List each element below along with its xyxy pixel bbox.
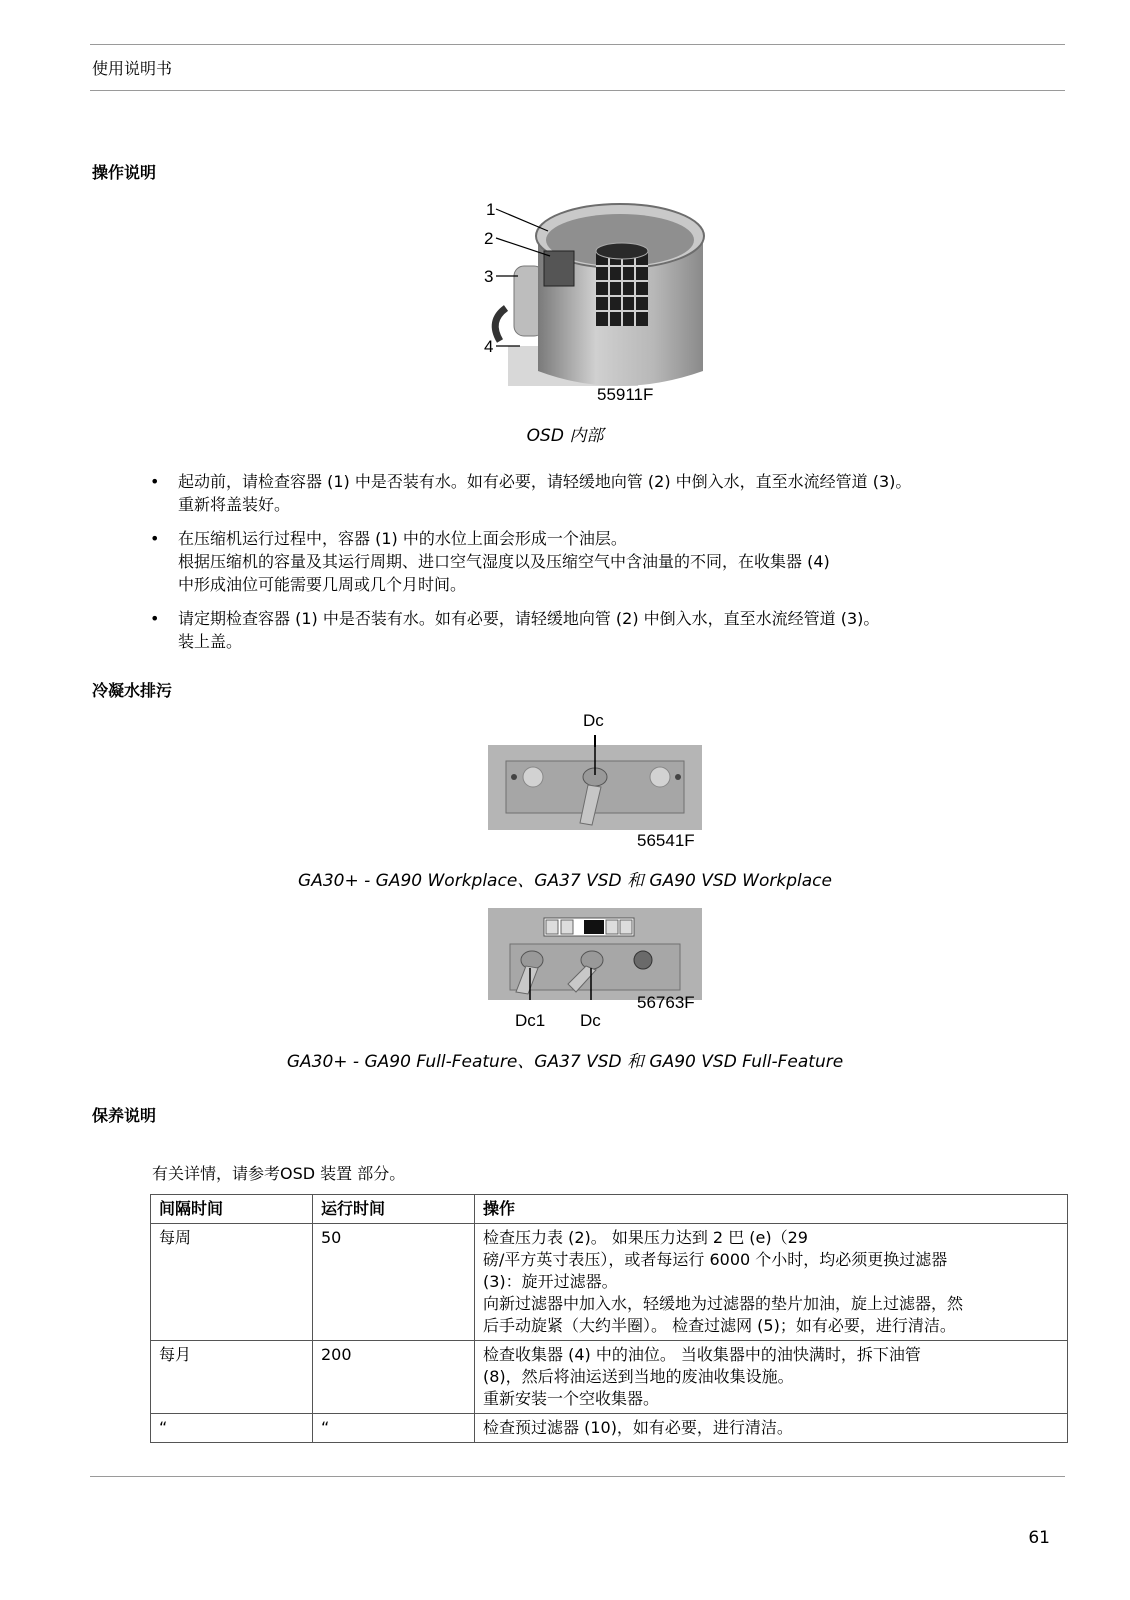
- osd-callout-3: 3: [484, 267, 494, 286]
- cell-interval: “: [151, 1414, 313, 1443]
- page-number: 61: [1028, 1528, 1050, 1548]
- cell-interval: 每月: [151, 1341, 313, 1414]
- header-interval: 间隔时间: [151, 1195, 313, 1224]
- cell-hours: “: [313, 1414, 475, 1443]
- section-title-operation: 操作说明: [92, 163, 157, 182]
- maintenance-intro: 有关详情，请参考OSD 装置 部分。: [152, 1164, 406, 1183]
- table-header-row: [151, 1195, 1068, 1224]
- drain-panel-figure-2: [488, 908, 702, 1000]
- cell-action: [475, 1224, 1068, 1341]
- action-line: 检查收集器 (4) 中的油位。 当收集器中的油快满时，拆下油管: [483, 1345, 921, 1364]
- cell-interval: 每周: [151, 1224, 313, 1341]
- drain-1-caption: GA30+ - GA90 Workplace、GA37 VSD 和 GA90 VSD Workplace: [298, 871, 832, 891]
- operation-bullet-list: [150, 470, 1050, 664]
- bullet-item: [150, 607, 1050, 653]
- table-row: [151, 1341, 1068, 1414]
- bullet-line: • 在压缩机运行过程中，容器 (1) 中的水位上面会形成一个油层。: [178, 529, 627, 548]
- action-line: 检查压力表 (2)。 如果压力达到 2 巴 (e)（29: [483, 1228, 808, 1247]
- drain-2-label-dc: Dc: [580, 1011, 601, 1030]
- section-title-maintenance: 保养说明: [92, 1106, 157, 1125]
- header-title: 使用说明书: [92, 59, 173, 78]
- action-line: 磅/平方英寸表压），或者每运行 6000 个小时，均必须更换过滤器: [483, 1250, 948, 1269]
- header-bottom-rule: [90, 90, 1065, 91]
- header-action: 操作: [475, 1195, 1068, 1224]
- drain-1-label: Dc: [583, 711, 604, 730]
- drain-panel-figure-1: [488, 745, 702, 830]
- drain-2-caption: GA30+ - GA90 Full-Feature、GA37 VSD 和 GA90 VSD Full-Feature: [286, 1052, 844, 1072]
- action-line: (3)：旋开过滤器。: [483, 1272, 618, 1291]
- bullet-line: 中形成油位可能需要几周或几个月时间。: [178, 575, 467, 594]
- action-line: 检查预过滤器 (10)，如有必要，进行清洁。: [483, 1418, 793, 1437]
- bullet-line: 装上盖。: [178, 632, 243, 651]
- footer-rule: [90, 1476, 1065, 1477]
- bullet-item: [150, 470, 1050, 516]
- action-line: 重新安装一个空收集器。: [483, 1389, 660, 1408]
- osd-callout-4: 4: [484, 337, 494, 356]
- osd-callout-1: 1: [486, 200, 496, 219]
- drain-1-leader-line: [594, 735, 596, 747]
- osd-figure-code: 55911F: [597, 385, 654, 404]
- section-title-drain: 冷凝水排污: [92, 681, 173, 700]
- cell-action: [475, 1341, 1068, 1414]
- table-row: [151, 1414, 1068, 1443]
- bullet-item: [150, 527, 1050, 596]
- table-row: [151, 1224, 1068, 1341]
- cell-action: [475, 1414, 1068, 1443]
- drain-2-label-dc1: Dc1: [515, 1011, 546, 1030]
- cell-hours: 200: [313, 1341, 475, 1414]
- bullet-line: 根据压缩机的容量及其运行周期、进口空气湿度以及压缩空气中含油量的不同，在收集器 (4): [178, 552, 830, 571]
- header-top-rule: [90, 44, 1065, 45]
- maintenance-table: [150, 1194, 1068, 1443]
- bullet-line: 重新将盖装好。: [178, 495, 291, 514]
- action-line: 向新过滤器中加入水，轻缓地为过滤器的垫片加油，旋上过滤器，然: [483, 1294, 964, 1313]
- drain-1-code: 56541F: [637, 831, 695, 850]
- osd-figure-caption: OSD 内部: [526, 426, 604, 446]
- cell-hours: 50: [313, 1224, 475, 1341]
- drain-2-code: 56763F: [637, 993, 695, 1012]
- bullet-line: • 起动前，请检查容器 (1) 中是否装有水。如有必要，请轻缓地向管 (2) 中倒入水，直至水流经管道 (3)。: [178, 472, 912, 491]
- osd-callout-2: 2: [484, 229, 494, 248]
- bullet-line: • 请定期检查容器 (1) 中是否装有水。如有必要，请轻缓地向管 (2) 中倒入水，直至水流经管道 (3)。: [178, 609, 880, 628]
- action-line: 后手动旋紧（大约半圈）。 检查过滤网 (5)；如有必要，进行清洁。: [483, 1316, 956, 1335]
- osd-interior-figure: [478, 196, 718, 411]
- action-line: (8)，然后将油运送到当地的废油收集设施。: [483, 1367, 794, 1386]
- header-running-hours: 运行时间: [313, 1195, 475, 1224]
